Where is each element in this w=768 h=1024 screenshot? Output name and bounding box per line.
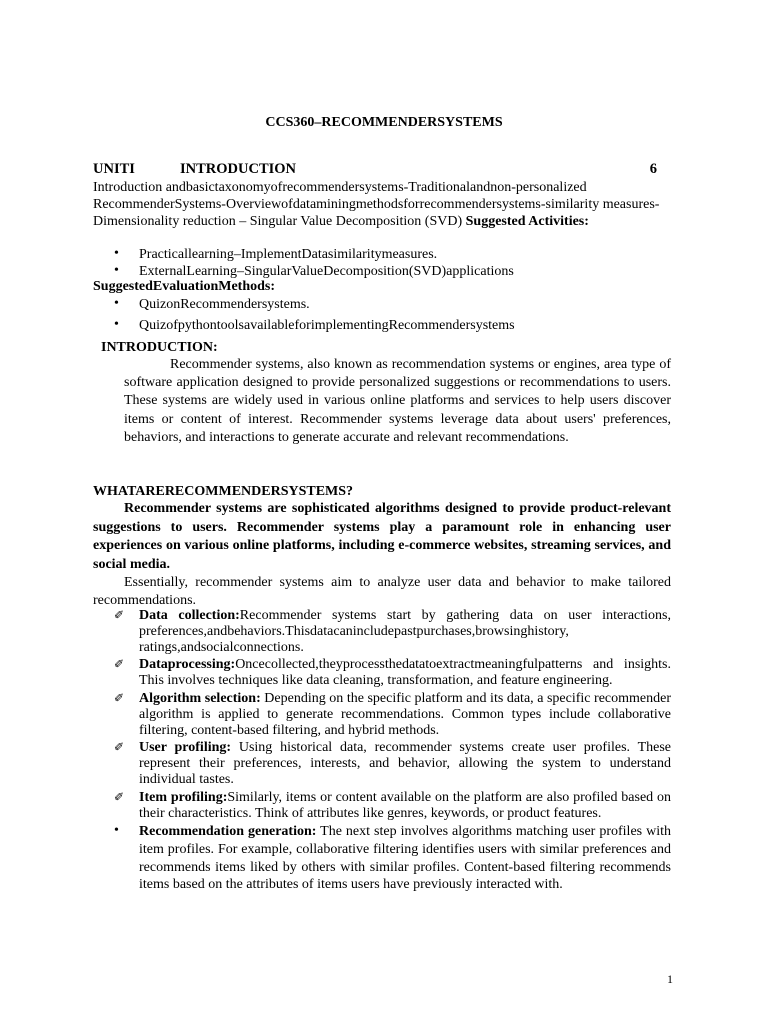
suggested-activities-label: Suggested Activities:	[465, 214, 589, 229]
activity-text: Practicallearning–ImplementDatasimilaritymeasures.	[139, 247, 438, 262]
list-item	[112, 740, 671, 787]
list-item	[112, 823, 671, 893]
pen-bullet-icon: ✐	[114, 789, 125, 804]
step-text: The next step involves algorithms matching user profiles with item profiles. For example, collaborative filtering identifies users with similar preferences and recommends items liked by others with similar profiles. Content-based filtering recommends items based on the attributes of items users have previously interacted with.	[139, 824, 671, 893]
step-term: Algorithm selection:	[139, 690, 261, 706]
page-number: 1	[667, 972, 673, 986]
document-title: CCS360–RECOMMENDERSYSTEMS	[265, 115, 503, 130]
list-item	[112, 691, 671, 738]
list-item	[112, 246, 514, 263]
pen-bullet-icon: ✐	[114, 608, 125, 622]
bullet-icon: •	[114, 246, 119, 261]
what-are-heading: WHATARERECOMMENDERSYSTEMS?	[93, 484, 354, 499]
list-item	[112, 316, 515, 335]
unit-hours: 6	[649, 161, 657, 177]
list-item	[112, 657, 671, 689]
what-are-bold-paragraph: Recommender systems are sophisticated algorithms designed to provide product-relevant suggestions to users. Recommender systems play a paramount role in enhancing user experiences on various online platforms, including e-commerce websites, streaming services, and social media.	[93, 501, 671, 572]
evaluations-list	[112, 295, 515, 335]
pen-bullet-icon: ✐	[114, 740, 125, 755]
pen-bullet-icon: ✐	[114, 690, 125, 705]
bullet-icon: •	[114, 296, 119, 311]
unit-heading-row	[93, 161, 657, 179]
introduction-body: Recommender systems, also known as recommendation systems or engines, area type of software application designed to provide personalized suggestions or recommendations to users. These systems are widely used in various online platforms and services to help users discover items or content of interest. Recommender systems leverage data about users' preferences, behaviors, and interactions to generate accurate and relevant recommendations.	[124, 357, 671, 445]
step-text: Oncecollected,theyprocessthedatatoextractmeaningfulpatterns and insights. This involves techniques like data cleaning, transformation, and feature engineering.	[139, 657, 671, 689]
process-steps-list	[112, 608, 671, 896]
step-text: Recommender systems start by gathering data on user interactions, preferences,andbehaviors.Thisdatacanincludepastpurchases,browsinghistory, ratings,andsocialconnections.	[139, 608, 671, 655]
evaluation-text: QuizofpythontoolsavailableforimplementingRecommendersystems	[139, 318, 515, 333]
step-term: Data collection:	[139, 608, 240, 623]
step-term: User profiling:	[139, 740, 232, 756]
introduction-heading: INTRODUCTION:	[101, 340, 218, 355]
list-item	[112, 295, 515, 314]
list-item	[112, 608, 671, 655]
step-text: Depending on the specific platform and its data, a specific recommender algorithm is applied to generate recommendations. Common types include collaborative filtering, content-based filtering, and hybrid methods.	[139, 690, 671, 738]
syllabus-paragraph	[93, 179, 671, 230]
evaluation-heading: SuggestedEvaluationMethods:	[93, 279, 276, 294]
pen-bullet-icon: ✐	[114, 657, 125, 672]
unit-label: UNITI	[93, 161, 135, 177]
bullet-icon: •	[114, 263, 119, 278]
bullet-icon: •	[114, 823, 119, 839]
activity-text: ExternalLearning–SingularValueDecomposition(SVD)applications	[139, 264, 514, 279]
activities-list	[112, 246, 514, 280]
evaluation-text: QuizonRecommendersystems.	[139, 297, 310, 312]
list-item	[112, 263, 514, 280]
list-item	[112, 790, 671, 822]
essentially-paragraph: Essentially, recommender systems aim to analyze user data and behavior to make tailored recommendations.	[93, 575, 671, 608]
step-term: Recommendation generation:	[139, 824, 317, 840]
step-text: Similarly, items or content available on the platform are also profiled based on their characteristics. Think of attributes like genres, keywords, or product features.	[139, 789, 671, 821]
step-term: Item profiling:	[139, 789, 228, 805]
syllabus-text: Introduction andbasictaxonomyofrecommendersystems-Traditionalandnon-personalized RecommenderSystems-Overviewofdataminingmethodsforrecommendersystems-similarity measures- Dimensionality reduction – Singular Value Decomposition (SVD)	[93, 180, 660, 229]
bullet-icon: •	[114, 317, 119, 332]
step-text: Using historical data, recommender systems create user profiles. These represent their preferences, interests, and behavior, allowing the system to understand individual tastes.	[139, 740, 671, 787]
unit-name: INTRODUCTION	[180, 161, 297, 177]
step-term: Dataprocessing:	[139, 657, 236, 673]
